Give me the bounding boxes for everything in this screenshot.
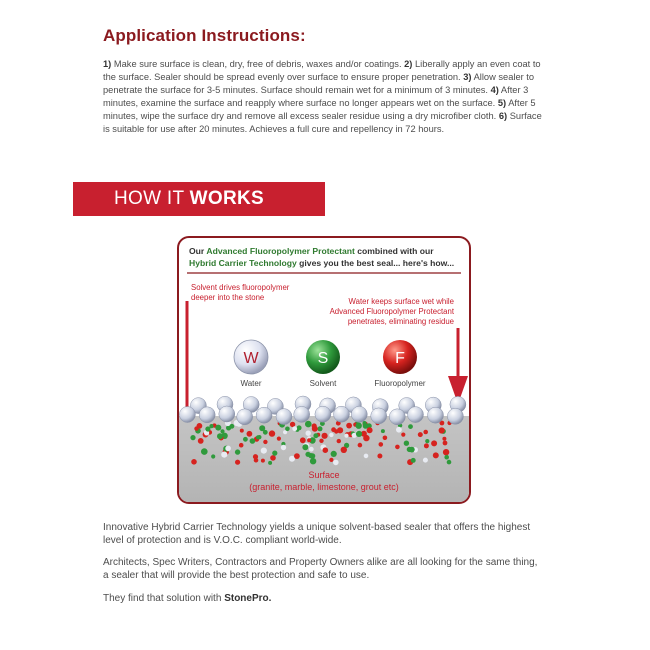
particle (201, 448, 208, 455)
left-note-line2: deeper into the stone (191, 293, 265, 302)
particle (443, 449, 449, 455)
particle (211, 454, 215, 458)
particle (263, 430, 268, 435)
particle (333, 460, 339, 466)
particle (209, 424, 213, 428)
water-bead (276, 409, 292, 425)
particle (331, 427, 336, 432)
particle (364, 454, 369, 459)
step-text: Liberally apply an even coat to the surface. Sealer should be spread evenly over surface to ensure proper penetration. (103, 59, 541, 83)
particle (263, 440, 267, 444)
particle (306, 431, 311, 436)
particle (221, 452, 227, 458)
water-bead (199, 407, 215, 423)
particle (243, 437, 248, 442)
particle (250, 438, 256, 444)
water-bead (315, 406, 331, 422)
particle (431, 440, 437, 446)
particle (323, 447, 329, 453)
particle (447, 460, 452, 465)
step-number: 6) (498, 111, 508, 122)
particle (215, 425, 221, 431)
particle (423, 458, 428, 463)
particle (424, 443, 429, 448)
water-bead (237, 409, 253, 425)
instructions-body (103, 58, 545, 137)
particle (247, 431, 253, 437)
particle (309, 447, 314, 452)
step-number: 1) (103, 59, 112, 69)
brand-name: StonePro. (224, 593, 272, 604)
water-bead (179, 407, 195, 423)
banner-light-text: HOW IT (114, 188, 190, 209)
particle (346, 423, 352, 429)
particle (239, 443, 244, 448)
water-bead (371, 408, 387, 424)
particle (395, 445, 400, 450)
fluoropolymer-molecule (374, 340, 425, 388)
header-highlight-hybrid: Hybrid Carrier Technology (189, 258, 297, 268)
particle (235, 449, 240, 454)
step-text: Allow sealer to penetrate the surface for 3-5 minutes. Surface should remain wet for a minimum of 3 minutes. (103, 72, 535, 96)
step-number: 2) (404, 59, 413, 69)
water-bead (219, 406, 235, 422)
particle (356, 423, 362, 429)
instructions-title: Application Instructions: (103, 26, 306, 45)
particle (308, 453, 313, 458)
particle (261, 459, 265, 463)
particle (235, 460, 240, 465)
particle (329, 458, 333, 462)
fluoropolymer-label: Fluoropolymer (374, 379, 426, 388)
particle (433, 452, 439, 458)
particle (256, 435, 260, 439)
particle (261, 448, 267, 454)
right-note-line2: Advanced Fluoropolymer Protectant (329, 307, 454, 316)
particle (300, 437, 306, 443)
header-highlight-protectant: Advanced Fluoropolymer Protectant (206, 246, 355, 256)
particle (404, 441, 409, 446)
particle (198, 438, 204, 444)
step-number: 3) (463, 72, 472, 83)
water-bead (256, 407, 272, 423)
particle (302, 444, 308, 450)
header-suffix: combined with our (354, 246, 434, 256)
particle (337, 427, 343, 433)
particle (270, 455, 276, 461)
particle (439, 427, 445, 433)
water-bead (389, 409, 405, 425)
diagram-header-line1 (189, 246, 434, 256)
particle (290, 422, 295, 427)
particle (423, 430, 428, 435)
step-text: After 3 minutes, examine the surface and reapply where surface no longer appears wet on the surface. (103, 85, 529, 109)
water-bead (408, 407, 424, 423)
particle (294, 453, 300, 459)
particle (367, 427, 373, 433)
particle (310, 458, 316, 464)
particle (444, 455, 449, 460)
particle (191, 459, 197, 465)
particle (377, 454, 382, 459)
particle (194, 426, 198, 430)
particle (379, 442, 384, 447)
fluoropolymer-letter: F (395, 350, 405, 367)
particle (272, 451, 277, 456)
particle (225, 446, 231, 452)
diagram-header-line2 (189, 258, 454, 268)
particle (312, 426, 318, 432)
solvent-molecule (306, 340, 340, 388)
particle (285, 427, 290, 432)
particle (220, 429, 224, 433)
right-note-line3: penetrates, eliminating residue (347, 317, 454, 326)
water-bead (351, 406, 367, 422)
particle (443, 441, 448, 446)
water-bead (447, 408, 463, 424)
solvent-label: Solvent (309, 379, 337, 388)
particle (337, 439, 341, 443)
particle (425, 439, 429, 443)
step-number: 4) (490, 85, 499, 96)
particle (292, 426, 297, 431)
particle (411, 458, 416, 463)
solvent-letter: S (317, 350, 329, 367)
particle (318, 426, 323, 431)
header-prefix: Our (189, 246, 207, 256)
banner-bold-text: WORKS (189, 188, 264, 209)
surface-label: Surface (308, 470, 340, 480)
water-bead (428, 407, 444, 423)
left-note-line1: Solvent drives fluoropolymer (191, 283, 290, 292)
particle (418, 432, 423, 437)
particle (268, 461, 272, 465)
particle (356, 431, 362, 437)
particle (408, 424, 413, 429)
particle (281, 445, 286, 450)
particle (230, 424, 235, 429)
particle (383, 436, 388, 441)
step-number: 5) (497, 98, 507, 109)
right-note-line1: Water keeps surface wet while (348, 297, 454, 306)
particle (254, 458, 259, 463)
particle (319, 439, 323, 443)
paragraph-solution (103, 592, 543, 605)
step-text: After 5 minutes, wipe the surface dry and remove all excess sealer residue using a dry microfiber cloth. (103, 98, 536, 122)
particle (277, 437, 281, 441)
step-text: Surface is suitable for use after 20 minutes. Achieves a full cure and repellency in 72 hours. (103, 111, 542, 135)
how-it-works-banner (73, 182, 325, 216)
paragraph-hybrid: Innovative Hybrid Carrier Technology yields a unique solvent-based sealer that offers the highest level of protection and is V.O.C. compliant world-wide. (103, 522, 531, 546)
step-text: Make sure surface is clean, dry, free of debris, waxes and/or coatings. (113, 59, 402, 69)
water-bead (334, 406, 350, 422)
diagram-illustration (179, 238, 469, 502)
particle (313, 433, 318, 438)
particle (401, 433, 405, 437)
particle (381, 429, 385, 433)
particle (409, 447, 415, 453)
header-suffix-2: gives you the best seal... here's how... (296, 258, 455, 268)
how-it-works-diagram (177, 236, 471, 504)
particle (307, 438, 311, 442)
water-bead (294, 406, 310, 422)
particle (341, 447, 347, 453)
particle (396, 427, 402, 433)
surface-sublabel: (granite, marble, limestone, grout etc) (249, 482, 399, 492)
particle (331, 451, 337, 457)
particle (305, 421, 312, 428)
particle (190, 435, 195, 440)
paragraph-audience: Architects, Spec Writers, Contractors and Property Owners alike are all looking for the same thing, a sealer that will provide the best protection and safe to use. (103, 557, 538, 581)
particle (344, 434, 348, 438)
particle (358, 443, 363, 448)
water-molecule (234, 340, 268, 388)
particle (329, 433, 333, 437)
particle (322, 433, 328, 439)
water-letter: W (243, 350, 259, 367)
particle (442, 437, 446, 441)
particle (240, 429, 244, 433)
particle (217, 433, 223, 439)
water-label: Water (240, 379, 262, 388)
particle (269, 430, 275, 436)
solution-prefix: They find that solution with (103, 593, 225, 604)
